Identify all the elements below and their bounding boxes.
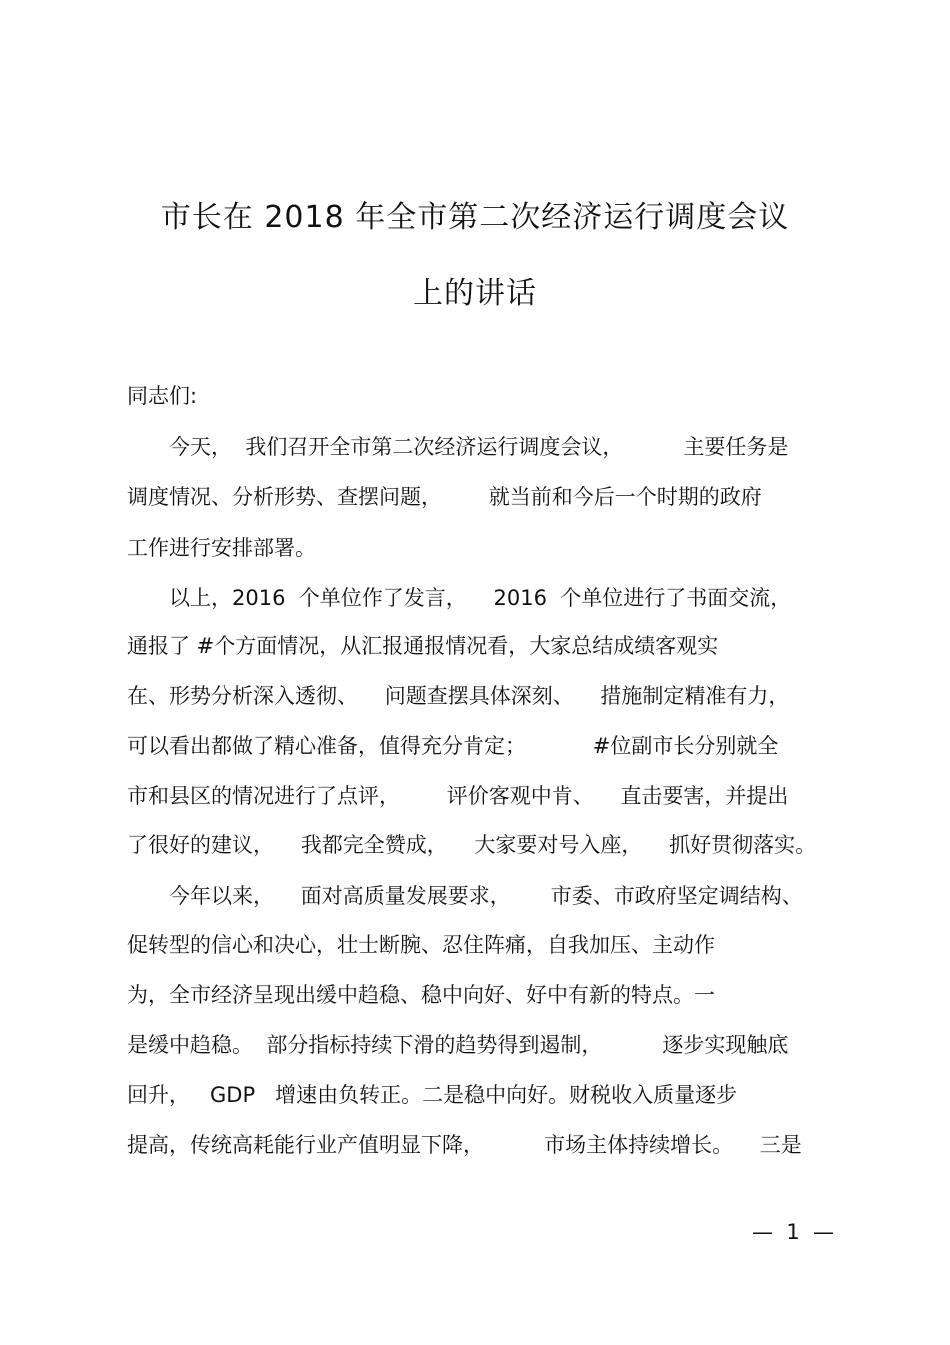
document-title-line-1: 市长在 2018 年全市第二次经济运行调度会议 xyxy=(160,200,790,235)
body-line: 提高，传统高耗能行业产值明显下降， 市场主体持续增长。 三是 xyxy=(127,1133,802,1157)
salutation: 同志们: xyxy=(127,384,198,408)
body-line: 调度情况、分析形势、查摆问题， 就当前和今后一个时期的政府 xyxy=(127,485,762,509)
page-number: — 1 — xyxy=(752,1220,835,1244)
body-line: 通报了 #个方面情况，从汇报通报情况看，大家总结成绩客观实 xyxy=(127,634,719,658)
body-line: 为，全市经济呈现出缓中趋稳、稳中向好、好中有新的特点。一 xyxy=(127,983,715,1007)
body-line: 今天， 我们召开全市第二次经济运行调度会议， 主要任务是 xyxy=(127,435,789,459)
document-title-line-2: 上的讲话 xyxy=(413,276,537,311)
body-line: 市和县区的情况进行了点评， 评价客观中肯、 直击要害，并提出 xyxy=(127,784,789,808)
body-line: 今年以来， 面对高质量发展要求， 市委、市政府坚定调结构、 xyxy=(127,884,803,908)
body-line: 回升， GDP 增速由负转正。二是稳中向好。财税收入质量逐步 xyxy=(127,1083,738,1107)
body-line: 工作进行安排部署。 xyxy=(127,536,316,560)
body-line: 可以看出都做了精心准备，值得充分肯定； #位副市长分别就全 xyxy=(127,734,779,758)
body-line: 在、形势分析深入透彻、 问题查摆具体深刻、 措施制定精准有力， xyxy=(127,684,790,708)
body-line: 以上，2016 个单位作了发言， 2016 个单位进行了书面交流， xyxy=(127,586,792,610)
body-line: 了很好的建议， 我都完全赞成， 大家要对号入座， 抓好贯彻落实。 xyxy=(127,833,817,857)
body-line: 是缓中趋稳。 部分指标持续下滑的趋势得到遏制， 逐步实现触底 xyxy=(127,1033,789,1057)
body-line: 促转型的信心和决心，壮士断腕、忍住阵痛，自我加压、主动作 xyxy=(127,933,715,957)
